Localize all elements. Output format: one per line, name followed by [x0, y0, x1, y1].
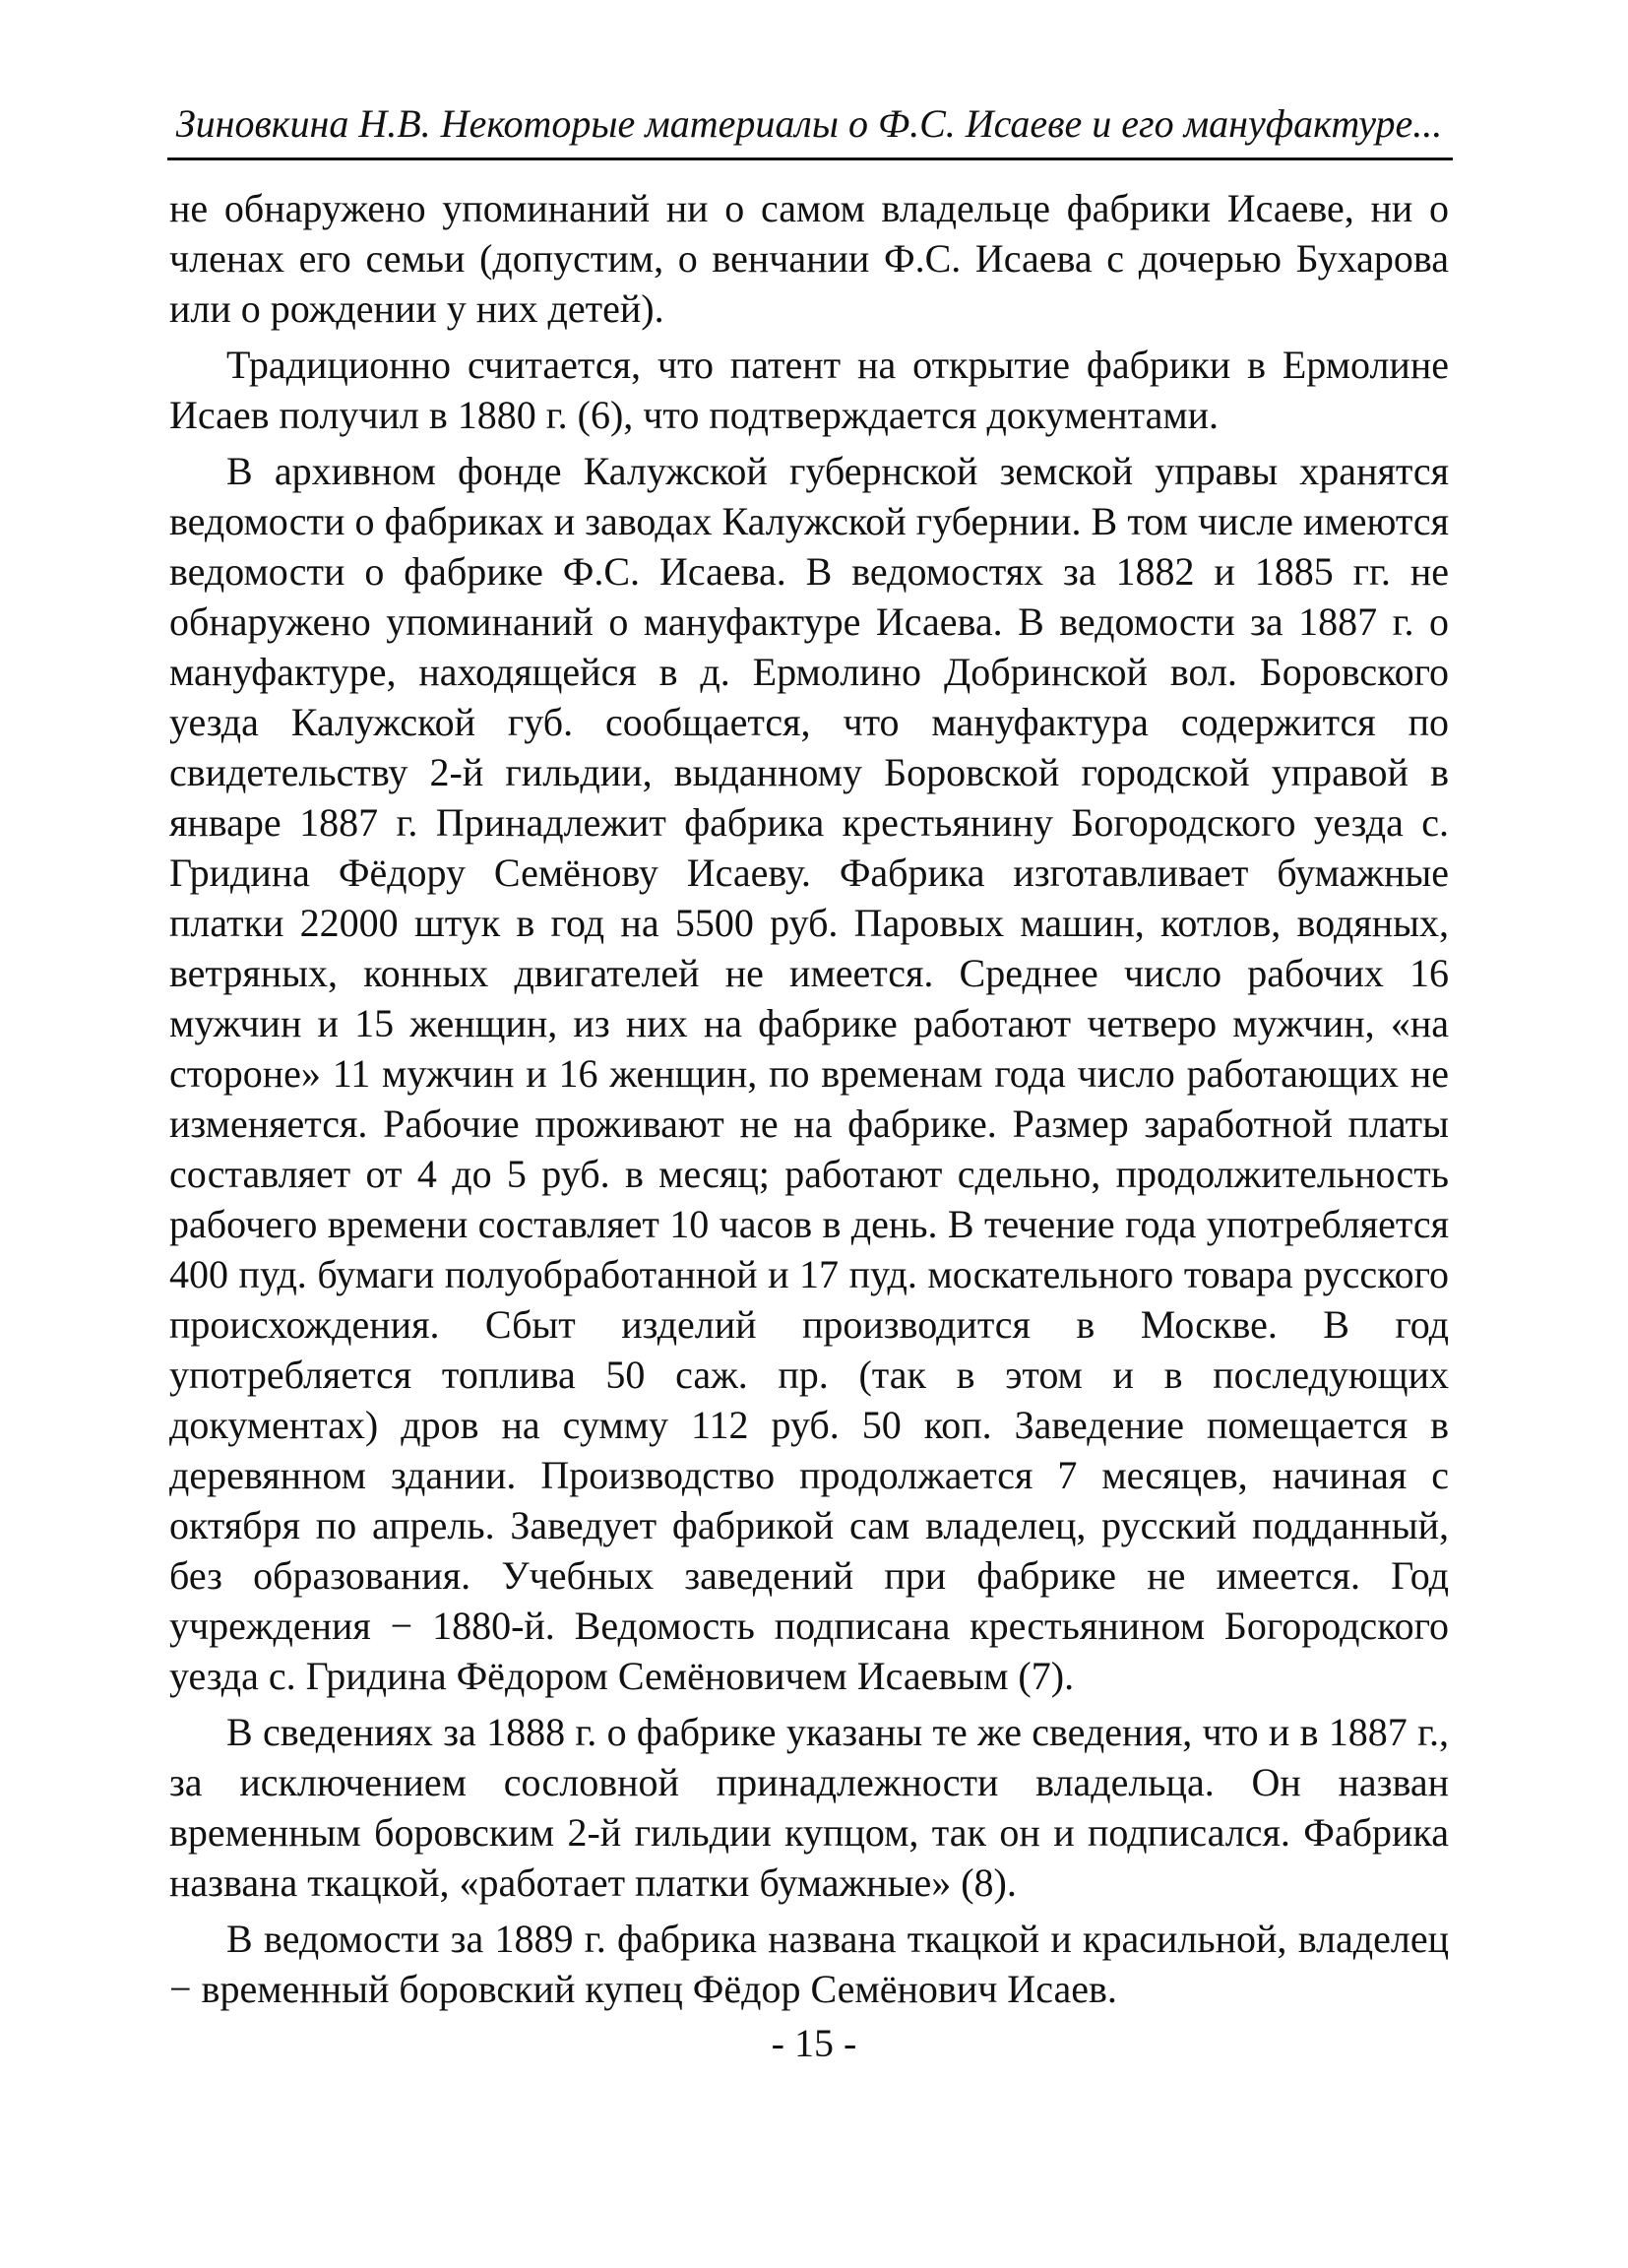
paragraph: Традиционно считается, что патент на открытие фабрики в Ермолине Исаев получил в 1880 г. (6), что подтверждается документами.: [169, 343, 1449, 437]
header-rule: [167, 158, 1453, 160]
paragraph: В сведениях за 1888 г. о фабрике указаны те же сведения, что и в 1887 г., за исключением сословной принадлежности владельца. Он назван временным боровским 2-й гильдии купцом, так он и подписался. Фабрика названа ткацкой, «работает платки бумажные» (8).: [169, 1710, 1449, 1905]
body-text: [169, 183, 1449, 2020]
page-number: - 15 -: [771, 2021, 857, 2065]
paragraph: В ведомости за 1889 г. фабрика названа ткацкой и красильной, владелец − временный боровский купец Фёдор Семёнович Исаев.: [169, 1917, 1449, 2011]
running-header: Зиновкина Н.В. Некоторые материалы о Ф.С. Исаеве и его мануфактуре...: [175, 101, 1443, 146]
paragraph-continued: не обнаружено упоминаний ни о самом владельце фабрики Исаеве, ни о членах его семьи (допустим, о венчании Ф.С. Исаева с дочерью Бухарова или о рождении у них детей).: [169, 186, 1449, 331]
paragraph: В архивном фонде Калужской губернской земской управы хранятся ведомости о фабриках и заводах Калужской губернии. В том числе имеются ведомости о фабрике Ф.С. Исаева. В ведомостях за 1882 и 1885 гг. не обнаружено упоминаний о мануфактуре Исаева. В ведомости за 1887 г. о мануфактуре, находящейся в д. Ермолино Добринской вол. Боровского уезда Калужской губ. сообщается, что мануфактура содержится по свидетельству 2-й гильдии, выданному Боровской городской управой в январе 1887 г. Принадлежит фабрика крестьянину Богородского уезда с. Гридина Фёдору Семёнову Исаеву. Фабрика изготавливает бумажные платки 22000 штук в год на 5500 руб. Паровых машин, котлов, водяных, ветряных, конных двигателей не имеется. Среднее число рабочих 16 мужчин и 15 женщин, из них на фабрике работают четверо мужчин, «на стороне» 11 мужчин и 16 женщин, по временам года число работающих не изменяется. Рабочие проживают не на фабрике. Размер заработной платы составляет от 4 до 5 руб. в месяц; работают сдельно, продолжительность рабочего времени составляет 10 часов в день. В течение года употребляется 400 пуд. бумаги полуобработанной и 17 пуд. москательного товара русского происхождения. Сбыт изделий производится в Москве. В год употребляется топлива 50 саж. пр. (так в этом и в последующих документах) дров на сумму 112 руб. 50 коп. Заведение помещается в деревянном здании. Производство продолжается 7 месяцев, начиная с октября по апрель. Заведует фабрикой сам владелец, русский подданный, без образования. Учебных заведений при фабрике не имеется. Год учреждения − 1880-й. Ведомость подписана крестьянином Богородского уезда с. Гридина Фёдором Семёновичем Исаевым (7).: [169, 449, 1449, 1698]
